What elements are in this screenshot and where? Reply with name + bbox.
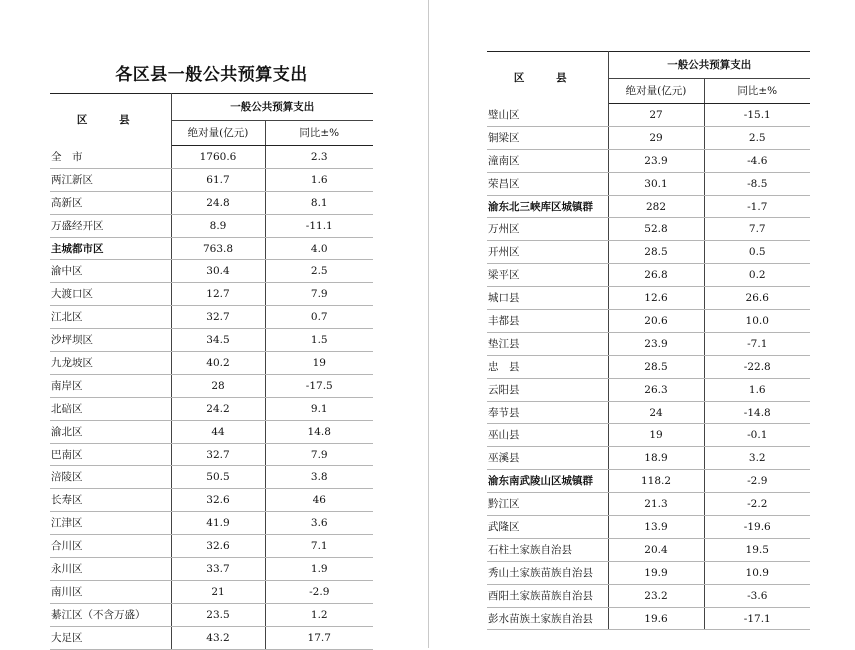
table-row bbox=[487, 104, 810, 127]
table-row bbox=[50, 352, 373, 375]
table-row bbox=[50, 443, 373, 466]
table-row bbox=[487, 241, 810, 264]
left-page bbox=[0, 0, 428, 648]
yoy-change-cell: 9.1 bbox=[265, 397, 373, 420]
table-row bbox=[50, 580, 373, 603]
absolute-value-cell: 118.2 bbox=[608, 470, 704, 493]
yoy-change-cell: 7.1 bbox=[265, 535, 373, 558]
absolute-value-cell: 24 bbox=[608, 401, 704, 424]
yoy-change-cell: -17.5 bbox=[265, 374, 373, 397]
absolute-column-header: 绝对量(亿元) bbox=[171, 121, 265, 146]
region-cell: 高新区 bbox=[50, 191, 171, 214]
absolute-value-cell: 19.9 bbox=[608, 561, 704, 584]
region-cell: 主城都市区 bbox=[50, 237, 171, 260]
yoy-change-cell: 7.7 bbox=[704, 218, 810, 241]
yoy-change-cell: 1.6 bbox=[704, 378, 810, 401]
region-cell: 涪陵区 bbox=[50, 466, 171, 489]
table-row bbox=[50, 397, 373, 420]
table-body bbox=[487, 104, 810, 630]
yoy-change-cell: 19 bbox=[265, 352, 373, 375]
absolute-value-cell: 21 bbox=[171, 580, 265, 603]
budget-table-right bbox=[487, 51, 810, 630]
table-body bbox=[50, 146, 373, 650]
expenditure-group-header: 一般公共预算支出 bbox=[608, 52, 810, 79]
region-cell: 酉阳土家族苗族自治县 bbox=[487, 584, 608, 607]
region-cell: 武隆区 bbox=[487, 516, 608, 539]
table-row bbox=[50, 420, 373, 443]
yoy-change-cell: -4.6 bbox=[704, 149, 810, 172]
table-row bbox=[487, 332, 810, 355]
table-row bbox=[487, 126, 810, 149]
yoy-change-cell: 0.5 bbox=[704, 241, 810, 264]
region-column-header: 区 县 bbox=[50, 94, 171, 146]
yoy-change-cell: 10.0 bbox=[704, 310, 810, 333]
yoy-change-cell: -2.2 bbox=[704, 493, 810, 516]
absolute-value-cell: 43.2 bbox=[171, 626, 265, 649]
region-cell: 南川区 bbox=[50, 580, 171, 603]
absolute-column-header: 绝对量(亿元) bbox=[608, 79, 704, 104]
yoy-change-cell: -15.1 bbox=[704, 104, 810, 127]
yoy-change-cell: 14.8 bbox=[265, 420, 373, 443]
region-cell: 万州区 bbox=[487, 218, 608, 241]
region-cell: 合川区 bbox=[50, 535, 171, 558]
region-cell: 彭水苗族土家族自治县 bbox=[487, 607, 608, 630]
region-cell: 潼南区 bbox=[487, 149, 608, 172]
yoy-change-cell: 0.7 bbox=[265, 306, 373, 329]
region-cell: 北碚区 bbox=[50, 397, 171, 420]
table-row bbox=[50, 626, 373, 649]
yoy-change-cell: -7.1 bbox=[704, 332, 810, 355]
region-cell: 全 市 bbox=[50, 146, 171, 169]
table-row bbox=[487, 310, 810, 333]
yoy-change-cell: 26.6 bbox=[704, 287, 810, 310]
table-row bbox=[50, 603, 373, 626]
absolute-value-cell: 28.5 bbox=[608, 241, 704, 264]
region-cell: 渝北区 bbox=[50, 420, 171, 443]
yoy-change-cell: -17.1 bbox=[704, 607, 810, 630]
absolute-value-cell: 33.7 bbox=[171, 558, 265, 581]
yoy-change-cell: 2.5 bbox=[704, 126, 810, 149]
region-cell: 巫溪县 bbox=[487, 447, 608, 470]
page-title: 各区县一般公共预算支出 bbox=[115, 65, 308, 85]
absolute-value-cell: 23.9 bbox=[608, 149, 704, 172]
absolute-value-cell: 19.6 bbox=[608, 607, 704, 630]
absolute-value-cell: 34.5 bbox=[171, 329, 265, 352]
absolute-value-cell: 40.2 bbox=[171, 352, 265, 375]
region-cell: 黔江区 bbox=[487, 493, 608, 516]
region-cell: 奉节县 bbox=[487, 401, 608, 424]
absolute-value-cell: 30.4 bbox=[171, 260, 265, 283]
absolute-value-cell: 24.8 bbox=[171, 191, 265, 214]
table-row bbox=[50, 306, 373, 329]
table-row bbox=[487, 355, 810, 378]
absolute-value-cell: 50.5 bbox=[171, 466, 265, 489]
absolute-value-cell: 19 bbox=[608, 424, 704, 447]
region-cell: 开州区 bbox=[487, 241, 608, 264]
table-row bbox=[50, 466, 373, 489]
absolute-value-cell: 21.3 bbox=[608, 493, 704, 516]
region-cell: 垫江县 bbox=[487, 332, 608, 355]
absolute-value-cell: 23.9 bbox=[608, 332, 704, 355]
region-cell: 万盛经开区 bbox=[50, 214, 171, 237]
yoy-column-header: 同比±% bbox=[704, 79, 810, 104]
yoy-change-cell: -1.7 bbox=[704, 195, 810, 218]
table-row bbox=[487, 424, 810, 447]
absolute-value-cell: 28 bbox=[171, 374, 265, 397]
region-cell: 石柱土家族自治县 bbox=[487, 538, 608, 561]
table-row bbox=[50, 558, 373, 581]
absolute-value-cell: 28.5 bbox=[608, 355, 704, 378]
yoy-change-cell: 46 bbox=[265, 489, 373, 512]
absolute-value-cell: 32.7 bbox=[171, 306, 265, 329]
region-cell: 城口县 bbox=[487, 287, 608, 310]
table-row bbox=[50, 489, 373, 512]
absolute-value-cell: 282 bbox=[608, 195, 704, 218]
region-cell: 大足区 bbox=[50, 626, 171, 649]
region-cell: 江津区 bbox=[50, 512, 171, 535]
yoy-change-cell: 19.5 bbox=[704, 538, 810, 561]
yoy-change-cell: -8.5 bbox=[704, 172, 810, 195]
yoy-change-cell: 4.0 bbox=[265, 237, 373, 260]
yoy-change-cell: 1.6 bbox=[265, 168, 373, 191]
yoy-change-cell: -3.6 bbox=[704, 584, 810, 607]
yoy-change-cell: -2.9 bbox=[704, 470, 810, 493]
absolute-value-cell: 23.5 bbox=[171, 603, 265, 626]
yoy-change-cell: 7.9 bbox=[265, 283, 373, 306]
group-row bbox=[487, 195, 810, 218]
table-row bbox=[487, 287, 810, 310]
table-row bbox=[487, 172, 810, 195]
region-cell: 云阳县 bbox=[487, 378, 608, 401]
yoy-change-cell: 10.9 bbox=[704, 561, 810, 584]
yoy-change-cell: -19.6 bbox=[704, 516, 810, 539]
region-cell: 渝东北三峡库区城镇群 bbox=[487, 195, 608, 218]
region-cell: 璧山区 bbox=[487, 104, 608, 127]
absolute-value-cell: 26.3 bbox=[608, 378, 704, 401]
table-row bbox=[50, 168, 373, 191]
table-row bbox=[50, 191, 373, 214]
absolute-value-cell: 20.6 bbox=[608, 310, 704, 333]
absolute-value-cell: 32.6 bbox=[171, 489, 265, 512]
group-row bbox=[487, 470, 810, 493]
region-cell: 渝中区 bbox=[50, 260, 171, 283]
yoy-change-cell: -0.1 bbox=[704, 424, 810, 447]
absolute-value-cell: 18.9 bbox=[608, 447, 704, 470]
table-row bbox=[50, 283, 373, 306]
region-cell: 沙坪坝区 bbox=[50, 329, 171, 352]
yoy-change-cell: 1.9 bbox=[265, 558, 373, 581]
table-row bbox=[487, 607, 810, 630]
absolute-value-cell: 30.1 bbox=[608, 172, 704, 195]
table-row bbox=[50, 260, 373, 283]
region-cell: 九龙坡区 bbox=[50, 352, 171, 375]
absolute-value-cell: 24.2 bbox=[171, 397, 265, 420]
table-row bbox=[50, 535, 373, 558]
absolute-value-cell: 13.9 bbox=[608, 516, 704, 539]
yoy-change-cell: 3.2 bbox=[704, 447, 810, 470]
table-row bbox=[487, 149, 810, 172]
yoy-change-cell: -2.9 bbox=[265, 580, 373, 603]
region-cell: 忠 县 bbox=[487, 355, 608, 378]
region-cell: 两江新区 bbox=[50, 168, 171, 191]
table-row bbox=[487, 516, 810, 539]
table-row bbox=[487, 378, 810, 401]
yoy-change-cell: 3.6 bbox=[265, 512, 373, 535]
table-row bbox=[50, 214, 373, 237]
absolute-value-cell: 52.8 bbox=[608, 218, 704, 241]
table-row bbox=[487, 447, 810, 470]
absolute-value-cell: 29 bbox=[608, 126, 704, 149]
table-row bbox=[487, 561, 810, 584]
right-page bbox=[430, 0, 855, 648]
region-cell: 秀山土家族苗族自治县 bbox=[487, 561, 608, 584]
table-row bbox=[50, 146, 373, 169]
region-column-header: 区 县 bbox=[487, 52, 608, 104]
region-cell: 綦江区（不含万盛） bbox=[50, 603, 171, 626]
absolute-value-cell: 27 bbox=[608, 104, 704, 127]
table-row bbox=[50, 512, 373, 535]
yoy-change-cell: 1.2 bbox=[265, 603, 373, 626]
absolute-value-cell: 12.6 bbox=[608, 287, 704, 310]
absolute-value-cell: 20.4 bbox=[608, 538, 704, 561]
absolute-value-cell: 23.2 bbox=[608, 584, 704, 607]
yoy-change-cell: 2.3 bbox=[265, 146, 373, 169]
region-cell: 大渡口区 bbox=[50, 283, 171, 306]
table-row bbox=[487, 264, 810, 287]
absolute-value-cell: 8.9 bbox=[171, 214, 265, 237]
absolute-value-cell: 1760.6 bbox=[171, 146, 265, 169]
yoy-column-header: 同比±% bbox=[265, 121, 373, 146]
yoy-change-cell: 7.9 bbox=[265, 443, 373, 466]
absolute-value-cell: 26.8 bbox=[608, 264, 704, 287]
absolute-value-cell: 12.7 bbox=[171, 283, 265, 306]
region-cell: 梁平区 bbox=[487, 264, 608, 287]
yoy-change-cell: -14.8 bbox=[704, 401, 810, 424]
region-cell: 巴南区 bbox=[50, 443, 171, 466]
region-cell: 铜梁区 bbox=[487, 126, 608, 149]
absolute-value-cell: 61.7 bbox=[171, 168, 265, 191]
absolute-value-cell: 32.6 bbox=[171, 535, 265, 558]
group-row bbox=[50, 237, 373, 260]
yoy-change-cell: 0.2 bbox=[704, 264, 810, 287]
yoy-change-cell: 2.5 bbox=[265, 260, 373, 283]
table-row bbox=[50, 374, 373, 397]
yoy-change-cell: 3.8 bbox=[265, 466, 373, 489]
region-cell: 荣昌区 bbox=[487, 172, 608, 195]
table-row bbox=[487, 538, 810, 561]
table-row bbox=[50, 329, 373, 352]
absolute-value-cell: 763.8 bbox=[171, 237, 265, 260]
yoy-change-cell: 8.1 bbox=[265, 191, 373, 214]
absolute-value-cell: 44 bbox=[171, 420, 265, 443]
yoy-change-cell: 1.5 bbox=[265, 329, 373, 352]
region-cell: 丰都县 bbox=[487, 310, 608, 333]
page-divider bbox=[428, 0, 429, 648]
region-cell: 渝东南武陵山区城镇群 bbox=[487, 470, 608, 493]
table-row bbox=[487, 218, 810, 241]
region-cell: 永川区 bbox=[50, 558, 171, 581]
yoy-change-cell: -22.8 bbox=[704, 355, 810, 378]
absolute-value-cell: 32.7 bbox=[171, 443, 265, 466]
region-cell: 江北区 bbox=[50, 306, 171, 329]
yoy-change-cell: 17.7 bbox=[265, 626, 373, 649]
table-row bbox=[487, 401, 810, 424]
region-cell: 南岸区 bbox=[50, 374, 171, 397]
table-row bbox=[487, 493, 810, 516]
table-row bbox=[487, 584, 810, 607]
region-cell: 长寿区 bbox=[50, 489, 171, 512]
expenditure-group-header: 一般公共预算支出 bbox=[171, 94, 373, 121]
yoy-change-cell: -11.1 bbox=[265, 214, 373, 237]
absolute-value-cell: 41.9 bbox=[171, 512, 265, 535]
region-cell: 巫山县 bbox=[487, 424, 608, 447]
budget-table-left bbox=[50, 93, 373, 650]
